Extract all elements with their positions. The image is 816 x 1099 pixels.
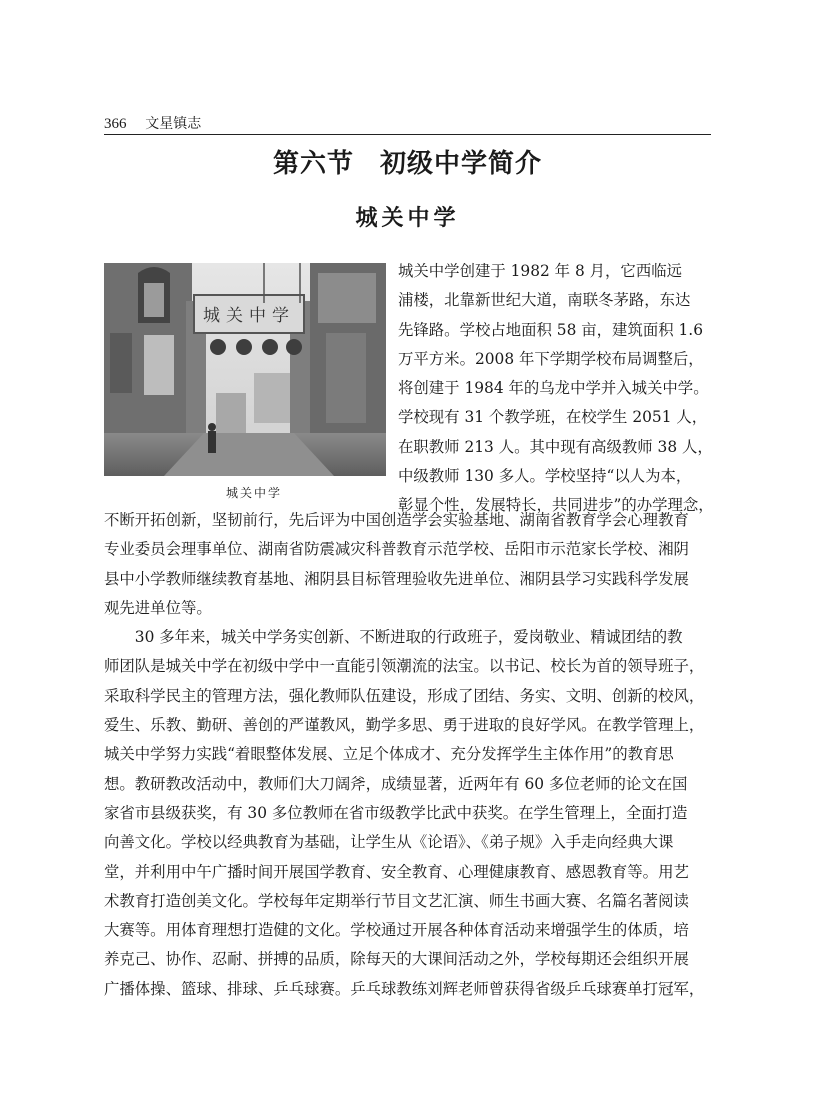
school-title: 城关中学 bbox=[355, 206, 460, 231]
text-line: 堂，并利用中午广播时间开展国学教育、安全教育、心理健康教育、感恩教育等。用艺 bbox=[104, 862, 689, 881]
text-line: 将创建于 1984 年的乌龙中学并入城关中学。 bbox=[398, 379, 709, 398]
school-gate-photo bbox=[104, 263, 386, 476]
text-line: 采取科学民主的管理方法，强化教师队伍建设，形成了团结、务实、文明、创新的校风， bbox=[104, 686, 705, 705]
gate-sign-text: 城关中学 bbox=[203, 306, 295, 326]
text-line: 师团队是城关中学在初级中学中一直能引领潮流的法宝。以书记、校长为首的领导班子， bbox=[104, 657, 705, 676]
text-line: 中级教师 130 多人。学校坚持“以人为本， bbox=[398, 467, 692, 486]
text-line: 彰显个性，发展特长，共同进步”的办学理念， bbox=[398, 496, 714, 515]
page-number: 366 bbox=[104, 116, 127, 132]
text-line: 学校现有 31 个教学班，在校学生 2051 人， bbox=[398, 408, 708, 427]
text-line: 大赛等。用体育理想打造健的文化。学校通过开展各种体育活动来增强学生的体质，培 bbox=[104, 921, 689, 940]
text-line: 向善文化。学校以经典教育为基础，让学生从《论语》、《弟子规》入手走向经典大课 bbox=[104, 833, 674, 852]
text-line: 先锋路。学校占地面积 58 亩，建筑面积 1.6 bbox=[398, 320, 703, 339]
text-line: 观先进单位等。 bbox=[104, 598, 212, 617]
section-title bbox=[104, 146, 711, 182]
section-name: 初级中学简介 bbox=[380, 149, 543, 179]
text-line: 30 多年来，城关中学务实创新、不断进取的行政班子，爱岗敬业、精诚团结的教 bbox=[104, 628, 683, 647]
text-line: 县中小学教师继续教育基地、湘阴县目标管理验收先进单位、湘阴县学习实践科学发展 bbox=[104, 569, 689, 588]
text-line: 广播体操、篮球、排球、乒乓球赛。乒乓球教练刘辉老师曾获得省级乒乓球赛单打冠军， bbox=[104, 979, 705, 998]
text-line: 养克己、协作、忍耐、拼搏的品质，除每天的大课间活动之外，学校每期还会组织开展 bbox=[104, 950, 689, 969]
text-line: 万平方米。2008 年下学期学校布局调整后， bbox=[398, 349, 704, 368]
text-line: 爱生、乐教、勤研、善创的严谨教风，勤学多思、勇于进取的良好学风。在教学管理上， bbox=[104, 716, 705, 735]
intro-paragraph bbox=[398, 257, 718, 521]
text-line: 城关中学创建于 1982 年 8 月，它西临远 bbox=[398, 262, 682, 280]
text-line: 城关中学努力实践“着眼整体发展、立足个体成才、充分发挥学生主体作用”的教育思 bbox=[104, 745, 674, 764]
text-line: 想。教研教改活动中，教师们大刀阔斧，成绩显著，近两年有 60 多位老师的论文在国 bbox=[104, 774, 688, 793]
body-text bbox=[104, 506, 716, 1004]
text-line: 术教育打造创美文化。学校每年定期举行节目文艺汇演、师生书画大赛、名篇名著阅读 bbox=[104, 891, 689, 910]
text-line: 浦楼，北靠新世纪大道，南联冬茅路，东达 bbox=[398, 291, 691, 310]
text-line: 不断开拓创新，坚韧前行，先后评为中国创造学会实验基地、湖南省教育学会心理教育 bbox=[104, 511, 689, 529]
running-header bbox=[104, 112, 711, 135]
text-line: 家省市县级获奖，有 30 多位教师在省市级教学比武中获奖。在学生管理上，全面打造 bbox=[104, 803, 688, 822]
text-line: 在职教师 213 人。其中现有高级教师 38 人， bbox=[398, 437, 713, 456]
photo-caption: 城关中学 bbox=[225, 486, 282, 500]
book-title: 文星镇志 bbox=[145, 116, 202, 132]
section-number: 第六节 bbox=[272, 149, 354, 179]
text-line: 专业委员会理事单位、湖南省防震减灾科普教育示范学校、岳阳市示范家长学校、湘阴 bbox=[104, 540, 689, 559]
